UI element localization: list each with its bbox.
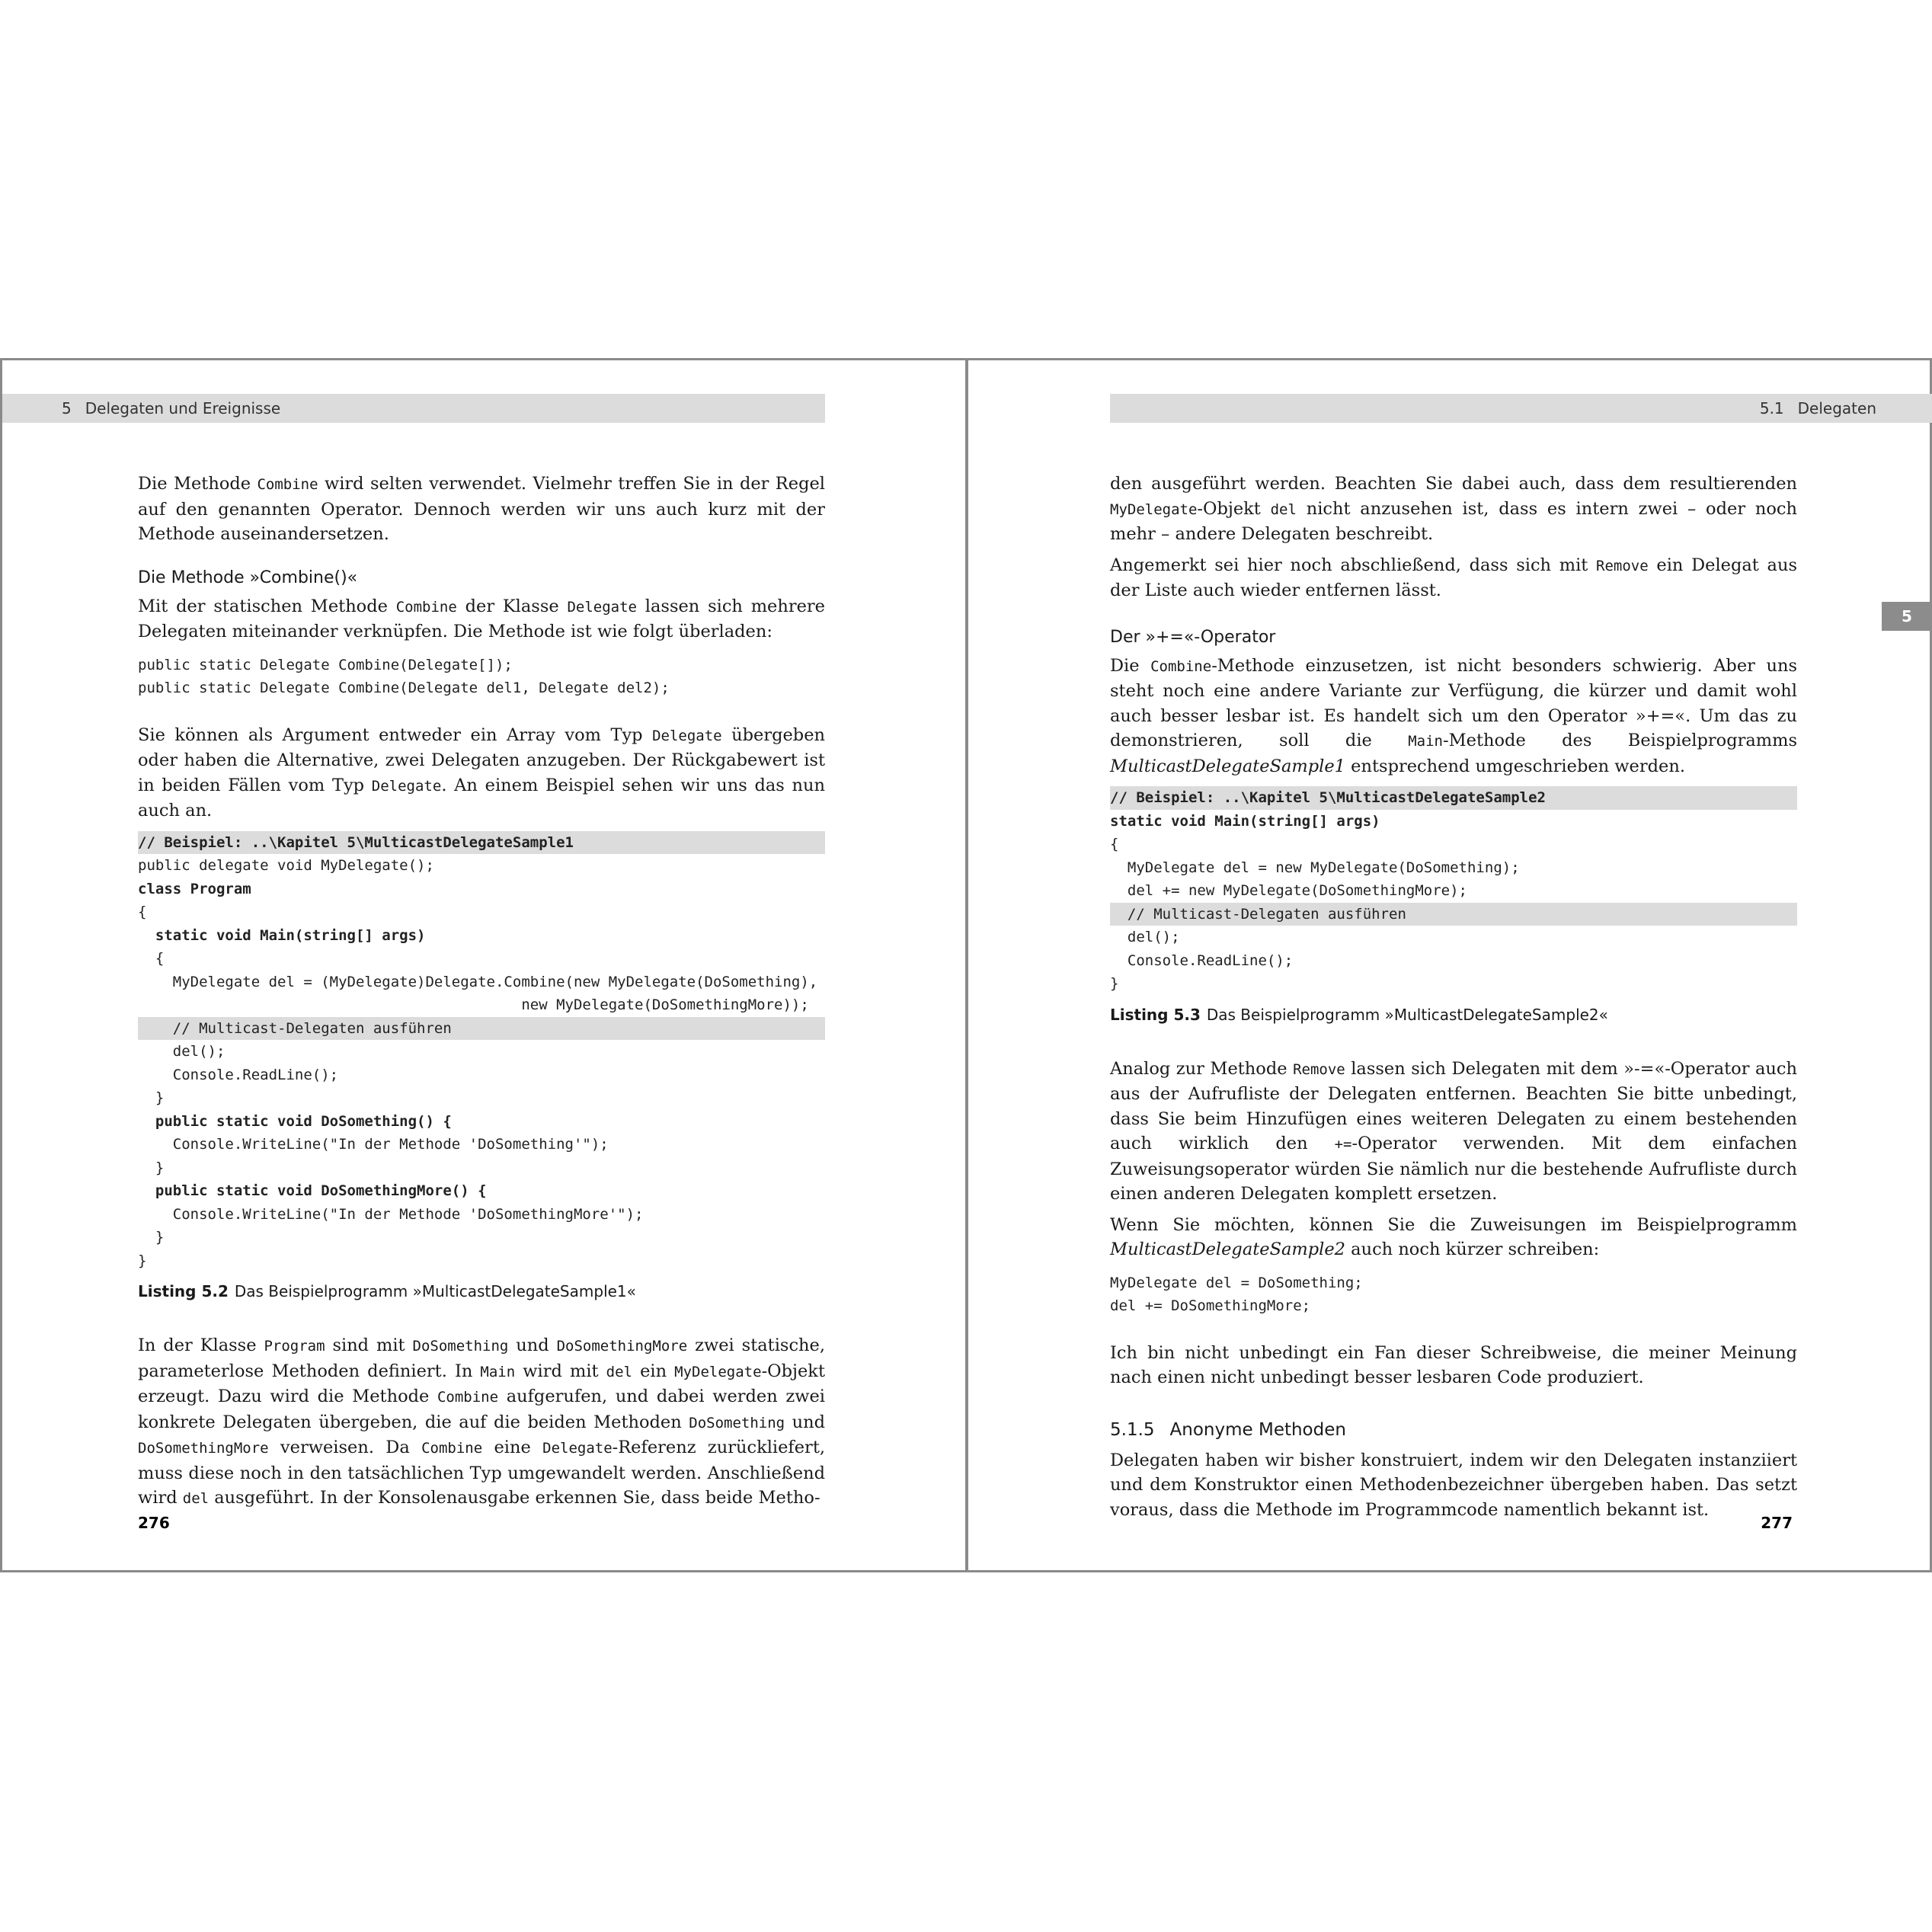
- opinion-paragraph: Ich bin nicht unbedingt ein Fan dieser Schreibweise, die meiner Meinung nach einen nicht unbedingt besser lesbaren Code produziert.: [1110, 1342, 1797, 1387]
- chapter-number: 5: [62, 399, 72, 417]
- left-page: [0, 358, 968, 1572]
- operator-paragraph: Die Combine-Methode einzusetzen, ist nicht besonders schwierig. Aber uns steht noch eine andere Variante zur Verfügung, die kürzer und damit wohl auch besser lesbar ist. Es handelt sich um den Operator »+=«. Um das zu demonstrieren, soll die Main-Methode des Beispielprogramms MulticastDelegateSample1 entsprechend umgeschrieben werden.: [1110, 655, 1797, 776]
- explain-paragraph: In der Klasse Program sind mit DoSomething und DoSomethingMore zwei statische, parameterlose Methoden definiert. In Main wird mit del ein MyDelegate-Objekt erzeugt. Dazu wird die Methode Combine aufgerufen, und dabei werden zwei konkrete Delegaten übergeben, die auf die beiden Methoden DoSomething und DoSomethingMore verweisen. Da Combine eine Delegate-Referenz zurückliefert, muss diese noch in den tatsächlichen Typ umgewandelt werden. Anschließend wird del ausgeführt. In der Konsolenausgabe erkennen Sie, dass beide Metho-: [138, 1335, 826, 1508]
- anon-paragraph: Delegaten haben wir bisher konstruiert, indem wir den Delegaten instanziiert und dem Konstruktor einen Methodenbezeichner übergeben haben. Das setzt voraus, dass die Methode im Programmcode namentlich bekannt ist.: [1110, 1450, 1797, 1520]
- remove-paragraph: Angemerkt sei hier noch abschließend, dass sich mit Remove ein Delegat aus der Liste auch wieder entfernen lässt.: [1110, 555, 1797, 600]
- argument-paragraph: Sie können als Argument entweder ein Array vom Typ Delegate übergeben oder haben die Alternative, zwei Delegaten anzugeben. Der Rückgabewert ist in beiden Fällen vom Typ Delegate. An einem Beispiel sehen wir uns das nun auch an.: [138, 724, 826, 820]
- chapter-title: Delegaten und Ereignisse: [85, 399, 281, 417]
- page-number: 277: [1761, 1514, 1793, 1532]
- book-spread: [0, 358, 1932, 1575]
- code-short: MyDelegate del = DoSomething; del += DoSomethingMore;: [1110, 1274, 1363, 1314]
- continued-paragraph: den ausgeführt werden. Beachten Sie dabei auch, dass dem resultierenden MyDelegate-Objekt del nicht anzusehen ist, dass es intern zwei – oder noch mehr – andere Delegaten beschreibt.: [1110, 474, 1797, 544]
- right-content: [1110, 472, 1797, 1528]
- listing-5-2-caption: Listing 5.2 Das Beispielprogramm »MulticastDelegateSample1«: [138, 1282, 636, 1300]
- running-head: [2, 394, 825, 423]
- listing-5-2-code: // Beispiel: ..\Kapitel 5\MulticastDelegateSample1 public delegate void MyDelegate(); class Program { static void Main(string[] args) { MyDelegate del = (MyDelegate)Delegate.Combine(new MyDelegate(DoSomething), new MyDelegate(DoSomethingMore)); // Multicast-Delegaten ausführen del(); Console.ReadLine(); } public static void DoSomething() { Console.WriteLine("In der Methode 'DoSomething'"); } public static void DoSomethingMore() { Console.WriteLine("In der Methode 'DoSomethingMore'"); } }: [138, 831, 825, 1273]
- analog-paragraph: Analog zur Methode Remove lassen sich Delegaten mit dem »-=«-Operator auch aus der Aufrufliste der Delegaten entfernen. Beachten Sie bitte unbedingt, dass Sie beim Hinzufügen eines weiteren Delegaten zu einem bestehenden auch wirklich den +=-Operator verwenden. Mit dem einfachen Zuweisungsoperator würden Sie nämlich nur die bestehende Aufrufliste durch einen anderen Delegaten komplett ersetzen.: [1110, 1058, 1797, 1204]
- left-content: [138, 472, 825, 1518]
- running-head: [1110, 394, 1932, 423]
- combine-paragraph: Mit der statischen Methode Combine der Klasse Delegate lassen sich mehrere Delegaten miteinander verknüpfen. Die Methode ist wie folgt überladen:: [138, 596, 825, 641]
- heading-operator: Der »+=«-Operator: [1110, 627, 1276, 647]
- listing-5-3-code: // Beispiel: ..\Kapitel 5\MulticastDelegateSample2 static void Main(string[] args) { MyDelegate del = new MyDelegate(DoSomething); del += new MyDelegate(DoSomethingMore); // Multicast-Delegaten ausführen del(); Console.ReadLine(); }: [1110, 786, 1797, 996]
- heading-combine: Die Methode »Combine()«: [138, 568, 358, 587]
- intro-paragraph: Die Methode Combine wird selten verwendet. Vielmehr treffen Sie in der Regel auf den genannten Operator. Dennoch werden wir uns auch kurz mit der Methode auseinandersetzen.: [138, 474, 825, 544]
- page-number: 276: [138, 1514, 170, 1532]
- chapter-tab: 5: [1882, 602, 1932, 631]
- shorter-paragraph: Wenn Sie möchten, können Sie die Zuweisungen im Beispielprogramm MulticastDelegateSample2 auch noch kürzer schreiben:: [1110, 1214, 1797, 1259]
- section-heading: 5.1.5 Anonyme Methoden: [1110, 1419, 1346, 1440]
- right-page: [966, 358, 1932, 1572]
- listing-5-3-caption: Listing 5.3 Das Beispielprogramm »MulticastDelegateSample2«: [1110, 1005, 1608, 1024]
- section-number: 5.1: [1759, 399, 1784, 417]
- code-overloads: public static Delegate Combine(Delegate[]); public static Delegate Combine(Delegate del1, Delegate del2);: [138, 656, 670, 696]
- section-title: Delegaten: [1797, 399, 1876, 417]
